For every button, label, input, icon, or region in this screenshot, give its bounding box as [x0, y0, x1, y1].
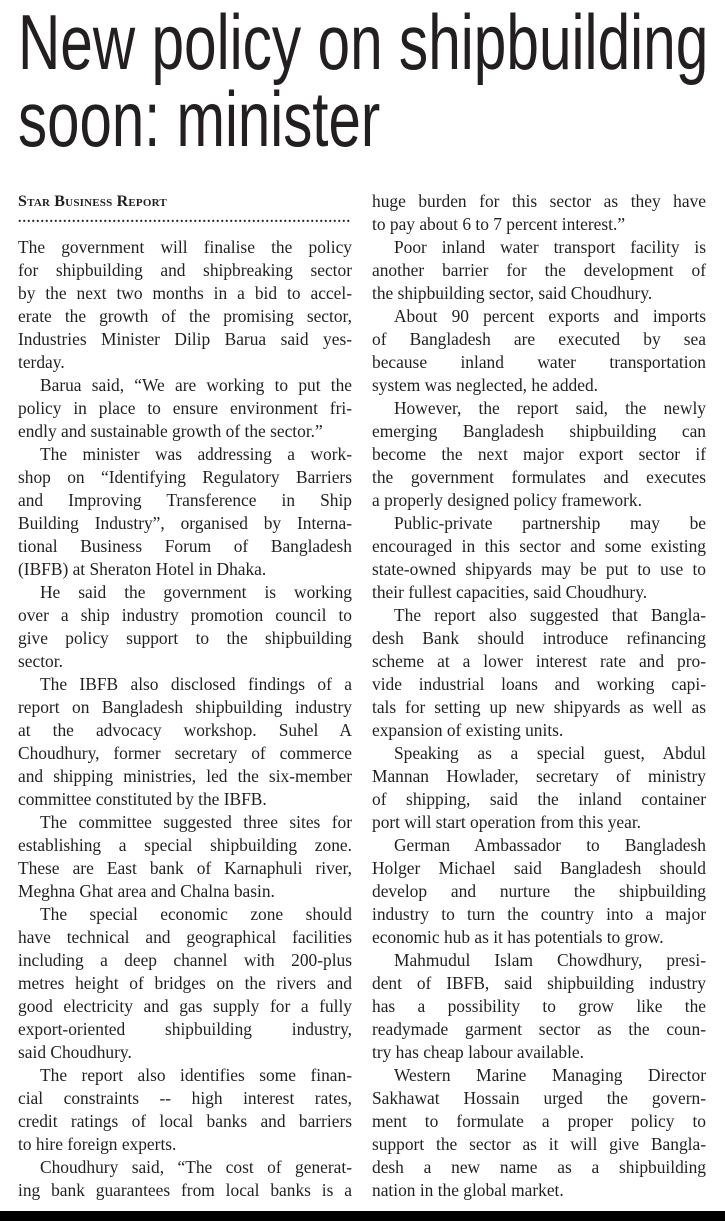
text-line: system was neglected, he added.	[372, 375, 599, 395]
paragraph	[18, 903, 352, 1064]
paragraph	[372, 742, 706, 834]
text-line: nation in the global market.	[372, 1180, 564, 1200]
text-line: by the next two months in a bid to accel-	[18, 283, 352, 303]
headline	[18, 0, 709, 163]
text-line: He said the government is working	[40, 582, 352, 602]
text-line: committee constituted by the IBFB.	[18, 789, 267, 809]
paragraph	[372, 1064, 706, 1202]
text-line: economic hub as it has potentials to grow.	[372, 927, 664, 947]
text-line: become the next major export sector if	[372, 444, 706, 464]
text-line: About 90 percent exports and imports	[394, 306, 706, 326]
text-line: tals for setting up new shipyards as well as	[372, 697, 706, 717]
text-line: the government formulates and executes	[372, 467, 706, 487]
text-line: credit ratings of local banks and barriers	[18, 1111, 352, 1131]
text-line: for shipbuilding and shipbreaking sector	[18, 260, 352, 280]
text-line: ing bank guarantees from local banks is a	[18, 1180, 352, 1200]
text-line: Sakhawat Hossain urged the govern-	[372, 1088, 706, 1108]
text-line: Barua said, “We are working to put the	[40, 375, 352, 395]
paragraph	[372, 397, 706, 512]
byline: Star Business Report	[18, 193, 167, 210]
text-line: vide industrial loans and working capi-	[372, 674, 706, 694]
paragraph	[18, 443, 352, 581]
paragraph	[372, 305, 706, 397]
text-line: including a deep channel with 200-plus	[18, 950, 352, 970]
text-line: at the advocacy workshop. Suhel A	[18, 720, 352, 740]
text-line: Western Marine Managing Director	[394, 1065, 706, 1085]
headline-line: New policy on shipbuilding	[18, 0, 709, 86]
text-line: Mannan Howlader, secretary of ministry	[372, 766, 706, 786]
text-line: said Choudhury.	[18, 1042, 132, 1062]
text-line: Meghna Ghat area and Chalna basin.	[18, 881, 275, 901]
text-line: another barrier for the development of	[372, 260, 706, 280]
text-line: the shipbuilding sector, said Choudhury.	[372, 283, 653, 303]
text-line: The special economic zone should	[40, 904, 352, 924]
left-paragraphs	[18, 236, 352, 1202]
text-line: have technical and geographical facilities	[18, 927, 352, 947]
text-line: develop and nurture the shipbuilding	[372, 881, 706, 901]
headline-line: soon: minister	[18, 75, 381, 163]
text-line: industry to turn the country into a major	[372, 904, 706, 924]
text-line: endly and sustainable growth of the sector.”	[18, 421, 323, 441]
text-line: over a ship industry promotion council to	[18, 605, 352, 625]
paragraph	[372, 604, 706, 742]
text-line: ment to formulate a proper policy to	[372, 1111, 706, 1131]
text-line: to pay about 6 to 7 percent interest.”	[372, 214, 626, 234]
text-line: metres height of bridges on the rivers and	[18, 973, 352, 993]
text-line: The government will finalise the policy	[18, 237, 352, 257]
text-line: expansion of existing units.	[372, 720, 564, 740]
text-line: has a possibility to grow like the	[372, 996, 706, 1016]
text-line: The IBFB also disclosed findings of a	[40, 674, 352, 694]
paragraph	[18, 1156, 352, 1202]
paragraph	[18, 374, 352, 443]
paragraph	[372, 236, 706, 305]
text-line: support the sector as it will give Bangla-	[372, 1134, 706, 1154]
paragraph	[372, 949, 706, 1064]
text-line: The committee suggested three sites for	[40, 812, 352, 832]
text-line: The report also identifies some finan-	[40, 1065, 352, 1085]
article-column-left	[18, 190, 352, 1202]
text-line: readymade garment sector as the coun-	[372, 1019, 706, 1039]
paragraph	[372, 834, 706, 949]
text-line: scheme at a lower interest rate and pro-	[372, 651, 706, 671]
text-line: shop on “Identifying Regulatory Barriers	[18, 467, 352, 487]
text-line: desh a new name as a shipbuilding	[372, 1157, 706, 1177]
text-line: cial constraints -- high interest rates,	[18, 1088, 352, 1108]
paragraph	[18, 581, 352, 673]
bottom-rule	[0, 1211, 725, 1221]
text-line: The minister was addressing a work-	[40, 444, 352, 464]
text-line: report on Bangladesh shipbuilding industry	[18, 697, 352, 717]
text-line: to hire foreign experts.	[18, 1134, 177, 1154]
text-line: Choudhury said, “The cost of generat-	[40, 1157, 352, 1177]
text-line: and Improving Transference in Ship	[18, 490, 352, 510]
paragraph	[18, 811, 352, 903]
text-line: Poor inland water transport facility is	[394, 237, 706, 257]
text-line: The report also suggested that Bangla-	[394, 605, 706, 625]
paragraph	[18, 236, 352, 374]
paragraph	[372, 190, 706, 236]
text-line: Mahmudul Islam Chowdhury, presi-	[394, 950, 706, 970]
text-line: give policy support to the shipbuilding	[18, 628, 352, 648]
text-line: of shipping, said the inland container	[372, 789, 706, 809]
text-line: Public-private partnership may be	[394, 513, 706, 533]
paragraph	[18, 673, 352, 811]
text-line: of Bangladesh are executed by sea	[372, 329, 706, 349]
article-column-right	[372, 190, 706, 1202]
text-line: a properly designed policy framework.	[372, 490, 642, 510]
text-line: Speaking as a special guest, Abdul	[394, 743, 706, 763]
text-line: tional Business Forum of Bangladesh	[18, 536, 352, 556]
text-line: Choudhury, former secretary of commerce	[18, 743, 352, 763]
text-line: establishing a special shipbuilding zone.	[18, 835, 352, 855]
dotted-divider: ..........................................................................	[18, 214, 351, 226]
text-line: Industries Minister Dilip Barua said yes-	[18, 329, 352, 349]
text-line: good electricity and gas supply for a fully	[18, 996, 352, 1016]
text-line: export-oriented shipbuilding industry,	[18, 1019, 352, 1039]
text-line: German Ambassador to Bangladesh	[394, 835, 706, 855]
text-line: However, the report said, the newly	[394, 398, 706, 418]
paragraph	[18, 1064, 352, 1156]
text-line: erate the growth of the promising sector,	[18, 306, 352, 326]
text-line: (IBFB) at Sheraton Hotel in Dhaka.	[18, 559, 267, 579]
text-line: huge burden for this sector as they have	[372, 191, 706, 211]
text-line: state-owned shipyards may be put to use to	[372, 559, 706, 579]
text-line: These are East bank of Karnaphuli river,	[18, 858, 352, 878]
text-line: policy in place to ensure environment fri-	[18, 398, 352, 418]
text-line: because inland water transportation	[372, 352, 706, 372]
text-line: Holger Michael said Bangladesh should	[372, 858, 706, 878]
text-line: sector.	[18, 651, 63, 671]
text-line: dent of IBFB, said shipbuilding industry	[372, 973, 706, 993]
text-line: their fullest capacities, said Choudhury.	[372, 582, 648, 602]
text-line: port will start operation from this year.	[372, 812, 642, 832]
right-paragraphs	[372, 190, 706, 1202]
text-line: encouraged in this sector and some existing	[372, 536, 706, 556]
text-line: and shipping ministries, led the six-member	[18, 766, 352, 786]
paragraph	[372, 512, 706, 604]
text-line: terday.	[18, 352, 65, 372]
text-line: emerging Bangladesh shipbuilding can	[372, 421, 706, 441]
text-line: try has cheap labour available.	[372, 1042, 584, 1062]
text-line: desh Bank should introduce refinancing	[372, 628, 706, 648]
text-line: Building Industry”, organised by Interna-	[18, 513, 352, 533]
